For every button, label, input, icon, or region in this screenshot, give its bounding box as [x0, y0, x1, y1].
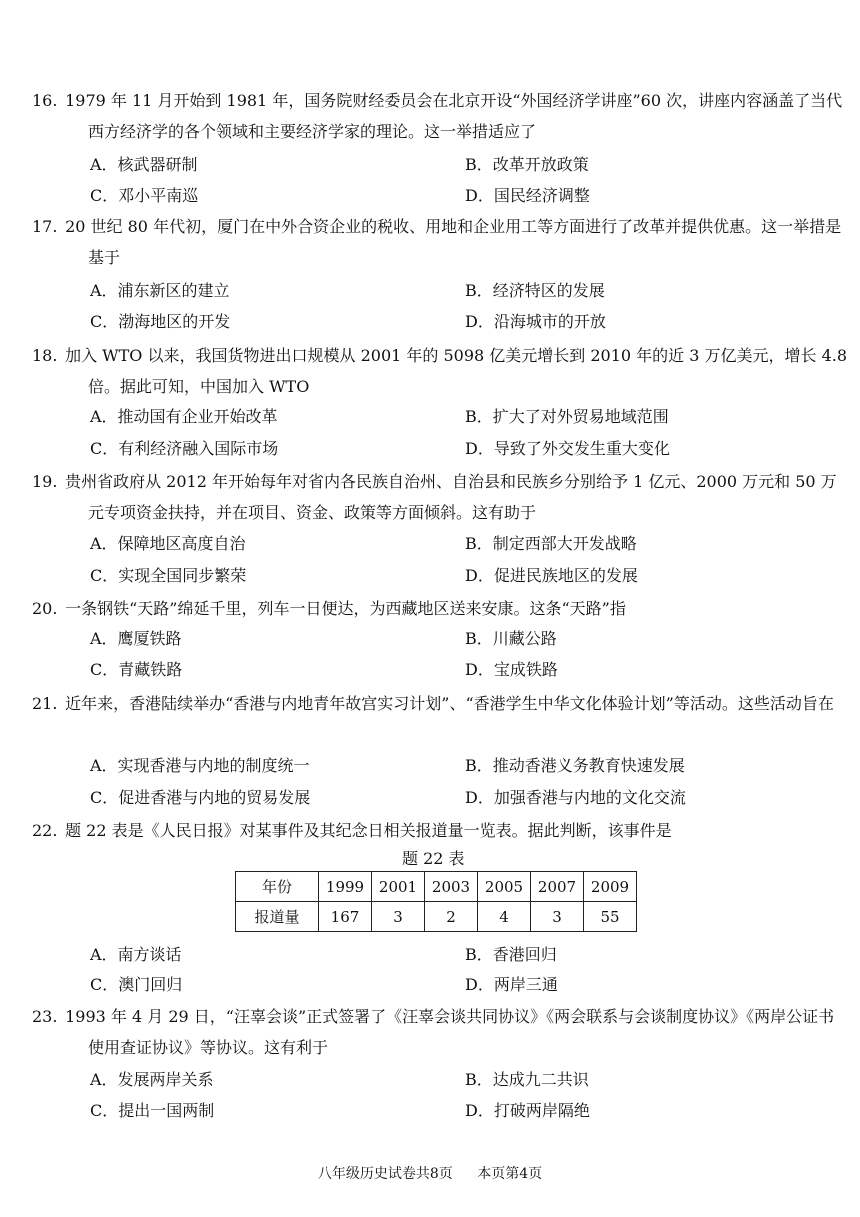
table-row — [236, 902, 637, 932]
table-cell: 2003 — [425, 872, 478, 902]
table-cell: 2009 — [584, 872, 637, 902]
option-b: B．香港回归 — [465, 945, 557, 964]
question-16-stem: 16. 1979 年 11 月开始到 1981 年，国务院财经委员会在北京开设“外国经济学讲座”60 次，讲座内容涵盖了当代西方经济学的各个领域和主要经济学家的理论。这一举措适应了 — [32, 91, 843, 141]
option-d: D．沿海城市的开放 — [465, 312, 606, 331]
option-b: B．达成九二共识 — [465, 1070, 589, 1089]
option-c: C．有利经济融入国际市场 — [90, 439, 279, 458]
footer-total-pages: 八年级历史试卷共8页 — [317, 1166, 453, 1182]
report-table — [235, 871, 637, 932]
option-b: B．经济特区的发展 — [465, 281, 605, 300]
question-text: 一条钢铁“天路”绵延千里，列车一日便达，为西藏地区送来安康。这条“天路”指 — [65, 599, 626, 618]
table-cell: 3 — [372, 902, 425, 932]
page-footer — [0, 1163, 860, 1183]
table-cell: 报道量 — [236, 902, 319, 932]
option-b: B．改革开放政策 — [465, 155, 589, 174]
question-text: 20 世纪 80 年代初，厦门在中外合资企业的税收、用地和企业用工等方面进行了改革并提供优惠。这一举措是基于 — [65, 217, 842, 267]
option-c: C．渤海地区的开发 — [90, 312, 231, 331]
option-c: C．澳门回归 — [90, 975, 183, 994]
option-a: A．核武器研制 — [90, 155, 198, 174]
option-d: D．两岸三通 — [465, 975, 558, 994]
option-b: B．扩大了对外贸易地域范围 — [465, 407, 669, 426]
table-cell: 2 — [425, 902, 478, 932]
question-21-stem: 21. 近年来，香港陆续举办“香港与内地青年故宫实习计划”、“香港学生中华文化体验计划”等活动。这些活动旨在 — [32, 694, 834, 713]
option-b: B．推动香港义务教育快速发展 — [465, 756, 685, 775]
question-19-stem: 19. 贵州省政府从 2012 年开始每年对省内各民族自治州、自治县和民族乡分别给予 1 亿元、2000 万元和 50 万元专项资金扶持，并在项目、资金、政策等方面倾斜。这有助于 — [32, 472, 837, 522]
option-c: C．促进香港与内地的贸易发展 — [90, 788, 311, 807]
option-c: C．提出一国两制 — [90, 1101, 215, 1120]
question-text: 1993 年 4 月 29 日，“汪辜会谈”正式签署了《汪辜会谈共同协议》《两会联系与会谈制度协议》《两岸公证书使用查证协议》等协议。这有利于 — [65, 1007, 835, 1057]
table-cell: 2007 — [531, 872, 584, 902]
table-row — [236, 872, 637, 902]
table-cell: 55 — [584, 902, 637, 932]
question-20-stem: 20. 一条钢铁“天路”绵延千里，列车一日便达，为西藏地区送来安康。这条“天路”指 — [32, 599, 626, 618]
question-17-stem: 17. 20 世纪 80 年代初，厦门在中外合资企业的税收、用地和企业用工等方面进行了改革并提供优惠。这一举措是基于 — [32, 217, 842, 267]
table-cell: 1999 — [319, 872, 372, 902]
option-d: D．宝成铁路 — [465, 660, 558, 679]
table-cell: 2001 — [372, 872, 425, 902]
question-text: 1979 年 11 月开始到 1981 年，国务院财经委员会在北京开设“外国经济学讲座”60 次，讲座内容涵盖了当代西方经济学的各个领域和主要经济学家的理论。这一举措适应了 — [65, 91, 843, 141]
table-cell: 3 — [531, 902, 584, 932]
table-cell: 2005 — [478, 872, 531, 902]
footer-page-number: 本页第4页 — [477, 1166, 543, 1182]
option-a: A．保障地区高度自治 — [90, 534, 246, 553]
option-b: B．制定西部大开发战略 — [465, 534, 637, 553]
option-a: A．南方谈话 — [90, 945, 182, 964]
question-23-stem: 23. 1993 年 4 月 29 日，“汪辜会谈”正式签署了《汪辜会谈共同协议》《两会联系与会谈制度协议》《两岸公证书使用查证协议》等协议。这有利于 — [32, 1007, 835, 1057]
option-b: B．川藏公路 — [465, 629, 557, 648]
option-c: C．邓小平南巡 — [90, 186, 199, 205]
option-d: D．加强香港与内地的文化交流 — [465, 788, 686, 807]
option-d: D．国民经济调整 — [465, 186, 590, 205]
option-a: A．发展两岸关系 — [90, 1070, 214, 1089]
option-d: D．导致了外交发生重大变化 — [465, 439, 670, 458]
option-d: D．打破两岸隔绝 — [465, 1101, 590, 1120]
question-text: 近年来，香港陆续举办“香港与内地青年故宫实习计划”、“香港学生中华文化体验计划”等活动。这些活动旨在 — [65, 694, 834, 713]
question-text: 题 22 表是《人民日报》对某事件及其纪念日相关报道量一览表。据此判断，该事件是 — [65, 821, 672, 840]
option-a: A．推动国有企业开始改革 — [90, 407, 278, 426]
table-cell: 4 — [478, 902, 531, 932]
table-cell: 年份 — [236, 872, 319, 902]
table-title: 题 22 表 — [402, 849, 465, 868]
question-22-stem: 22. 题 22 表是《人民日报》对某事件及其纪念日相关报道量一览表。据此判断，该事件是 — [32, 821, 672, 840]
option-a: A．浦东新区的建立 — [90, 281, 230, 300]
option-d: D．促进民族地区的发展 — [465, 566, 638, 585]
option-a: A．实现香港与内地的制度统一 — [90, 756, 310, 775]
option-a: A．鹰厦铁路 — [90, 629, 182, 648]
option-c: C．实现全国同步繁荣 — [90, 566, 247, 585]
question-text: 加入 WTO 以来，我国货物进出口规模从 2001 年的 5098 亿美元增长到 2010 年的近 3 万亿美元，增长 4.8 倍。据此可知，中国加入 WTO — [65, 346, 848, 396]
option-c: C．青藏铁路 — [90, 660, 183, 679]
question-text: 贵州省政府从 2012 年开始每年对省内各民族自治州、自治县和民族乡分别给予 1 亿元、2000 万元和 50 万元专项资金扶持，并在项目、资金、政策等方面倾斜。这有助于 — [65, 472, 837, 522]
question-18-stem: 18. 加入 WTO 以来，我国货物进出口规模从 2001 年的 5098 亿美元增长到 2010 年的近 3 万亿美元，增长 4.8 倍。据此可知，中国加入 WTO — [32, 346, 848, 396]
table-cell: 167 — [319, 902, 372, 932]
